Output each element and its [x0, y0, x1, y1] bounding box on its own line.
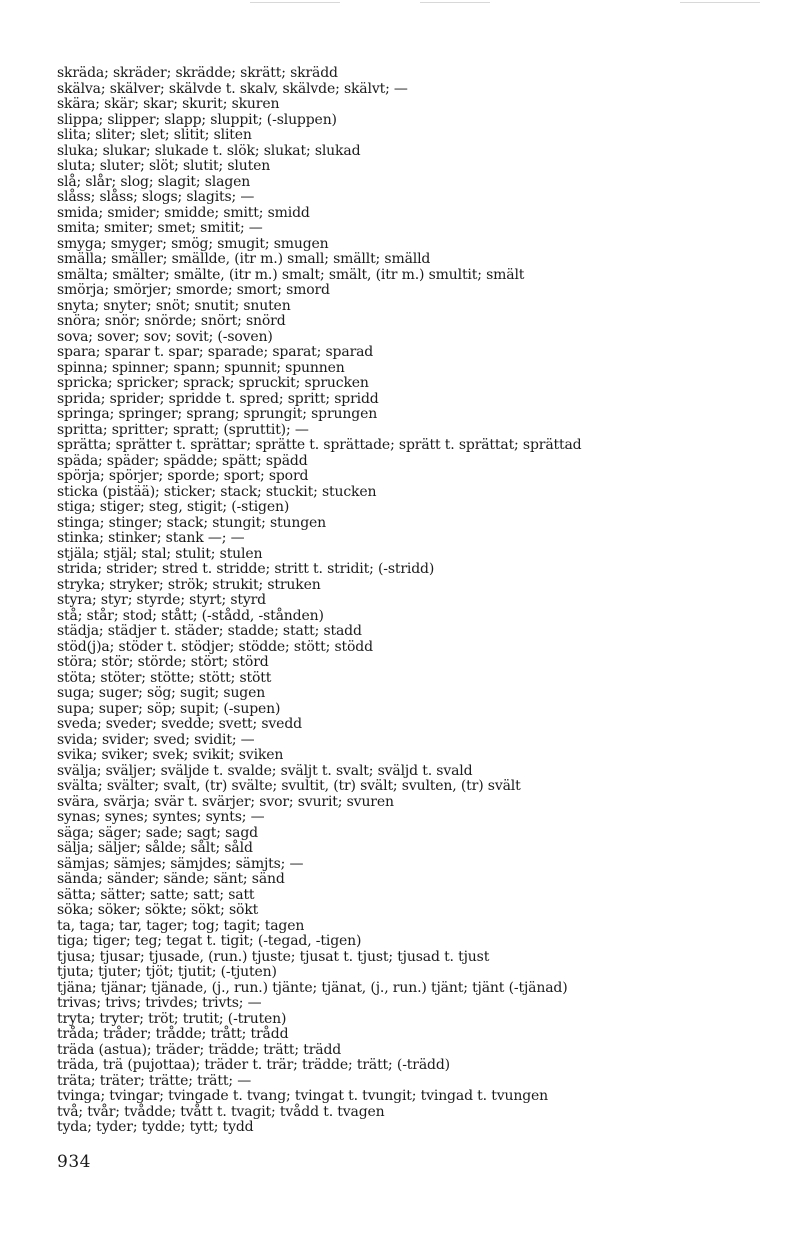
verb-entry-line: sluka; slukar; slukade t. slök; slukat; slukad [57, 142, 361, 159]
scan-edge-mark [420, 2, 490, 3]
verb-entry-line: två; tvår; tvådde; tvått t. tvagit; tvådd t. tvagen [57, 1103, 385, 1120]
verb-conjugation-list [57, 66, 757, 1136]
verb-entry-line: stöd(j)a; stöder t. stödjer; stödde; stött; stödd [57, 638, 373, 655]
verb-entry-line: smörja; smörjer; smorde; smort; smord [57, 282, 330, 298]
verb-entry-line: sprida; sprider; spridde t. spred; spritt; spridd [57, 390, 379, 407]
verb-entry-line: snöra; snör; snörde; snört; snörd [57, 313, 286, 329]
verb-entry-line: skära; skär; skar; skurit; skuren [57, 96, 280, 112]
verb-entry-line: sova; sover; sov; sovit; (-soven) [57, 328, 273, 345]
verb-entry-line: tryta; tryter; tröt; trutit; (-truten) [57, 1010, 287, 1027]
verb-entry-line: stiga; stiger; steg, stigit; (-stigen) [57, 499, 290, 515]
verb-entry-line: strida; strider; stred t. stridde; stritt t. stridit; (-stridd) [57, 561, 435, 577]
verb-entry-line: tråda; tråder; trådde; trått; trådd [57, 1026, 289, 1042]
scan-edge-mark [250, 2, 340, 3]
verb-entry-line: tjusa; tjusar; tjusade, (run.) tjuste; tjusat t. tjust; tjusad t. tjust [57, 948, 490, 965]
verb-entry-line: slå; slår; slog; slagit; slagen [57, 173, 251, 190]
verb-entry-line: sätta; sätter; satte; satt; satt [57, 886, 255, 903]
verb-entry-line: träta; träter; trätte; trätt; — [57, 1072, 252, 1089]
verb-entry-line: späda; späder; spädde; spätt; spädd [57, 452, 308, 469]
verb-entry-line: spara; sparar t. spar; sparade; sparat; sparad [57, 344, 374, 360]
verb-entry-line: tjuta; tjuter; tjöt; tjutit; (-tjuten) [57, 964, 277, 980]
verb-entry-line: svälja; sväljer; sväljde t. svalde; sväljt t. svalt; sväljd t. svald [57, 762, 473, 779]
verb-entry-line: svälta; svälter; svalt, (tr) svälte; svultit, (tr) svält; svulten, (tr) svält [57, 778, 521, 794]
verb-entry-line: stöta; stöter; stötte; stött; stött [57, 669, 272, 686]
page-number: 934 [57, 1152, 91, 1172]
verb-entry-line: smida; smider; smidde; smitt; smidd [57, 204, 310, 221]
verb-entry-line: säga; säger; sade; sagt; sagd [57, 824, 258, 841]
verb-entry-line: sända; sänder; sände; sänt; sänd [57, 871, 285, 887]
verb-entry-line: sälja; säljer; sålde; sålt; såld [57, 840, 253, 856]
scan-edge-mark [680, 2, 760, 3]
verb-entry-line: spinna; spinner; spann; spunnit; spunnen [57, 359, 345, 376]
verb-entry-line: supa; super; söp; supit; (-supen) [57, 700, 281, 717]
verb-entry-line: söka; söker; sökte; sökt; sökt [57, 902, 259, 918]
verb-entry-line: svära, svärja; svär t. svärjer; svor; svurit; svuren [57, 793, 394, 810]
verb-entry-line: svida; svider; sved; svidit; — [57, 731, 255, 748]
verb-entry-line: sveda; sveder; svedde; svett; svedd [57, 716, 302, 732]
verb-entry-line: träda, trä (pujottaa); träder t. trär; trädde; trätt; (-trädd) [57, 1057, 450, 1073]
verb-entry-line: sluta; sluter; slöt; slutit; sluten [57, 158, 271, 174]
verb-entry-line: smälla; smäller; smällde, (itr m.) small; smällt; smälld [57, 251, 431, 267]
verb-entry-line: suga; suger; sög; sugit; sugen [57, 685, 266, 701]
verb-entry-line: träda (astua); träder; trädde; trätt; trädd [57, 1041, 342, 1058]
verb-entry-line: synas; synes; syntes; synts; — [57, 809, 265, 825]
verb-entry-line: sämjas; sämjes; sämjdes; sämjts; — [57, 855, 304, 872]
verb-entry-line: sprätta; sprätter t. sprättar; sprätte t. sprättade; sprätt t. sprättat; sprättad [57, 437, 582, 453]
verb-entry-line: stinga; stinger; stack; stungit; stungen [57, 514, 327, 531]
verb-entry-line: skräda; skräder; skrädde; skrätt; skrädd [57, 65, 338, 81]
verb-entry-line: stryka; stryker; strök; strukit; struken [57, 576, 321, 593]
verb-entry-line: tvinga; tvingar; tvingade t. tvang; tvingat t. tvungit; tvingad t. tvungen [57, 1088, 549, 1104]
verb-entry-line: tyda; tyder; tydde; tytt; tydd [57, 1119, 254, 1135]
verb-entry-line: tjäna; tjänar; tjänade, (j., run.) tjänte; tjänat, (j., run.) tjänt; tjänt (-tjänad) [57, 979, 568, 996]
verb-entry-line: spörja; spörjer; sporde; sport; spord [57, 468, 309, 484]
verb-entry-line: svika; sviker; svek; svikit; sviken [57, 747, 284, 763]
verb-entry-line: störa; stör; störde; stört; störd [57, 654, 269, 670]
verb-entry-line: trivas; trivs; trivdes; trivts; — [57, 995, 262, 1011]
verb-entry-line: skälva; skälver; skälvde t. skalv, skälvde; skälvt; — [57, 80, 408, 97]
verb-entry-line: spritta; spritter; spratt; (spruttit); — [57, 421, 309, 438]
verb-entry-line: slåss; slåss; slogs; slagits; — [57, 189, 255, 205]
verb-entry-line: sticka (pistää); sticker; stack; stuckit; stucken [57, 483, 377, 500]
verb-entry-line: städja; städjer t. städer; stadde; statt; stadd [57, 623, 362, 639]
verb-entry-line: springa; springer; sprang; sprungit; sprungen [57, 406, 378, 422]
verb-entry-line: stå; står; stod; stått; (-stådd, -stånden) [57, 607, 324, 624]
verb-entry-line: tiga; tiger; teg; tegat t. tigit; (-tegad, -tigen) [57, 933, 362, 949]
verb-entry-line: smälta; smälter; smälte, (itr m.) smalt; smält, (itr m.) smultit; smält [57, 266, 525, 283]
verb-entry-line: smyga; smyger; smög; smugit; smugen [57, 235, 329, 252]
verb-entry-line: snyta; snyter; snöt; snutit; snuten [57, 297, 291, 314]
verb-entry-line: spricka; spricker; sprack; spruckit; sprucken [57, 375, 369, 391]
verb-entry-line: stjäla; stjäl; stal; stulit; stulen [57, 545, 263, 562]
verb-entry-line: slippa; slipper; slapp; sluppit; (-sluppen) [57, 111, 337, 128]
verb-entry-line: smita; smiter; smet; smitit; — [57, 220, 263, 236]
verb-entry-line: styra; styr; styrde; styrt; styrd [57, 592, 266, 608]
verb-entry-line: ta, taga; tar, tager; tog; tagit; tagen [57, 917, 305, 934]
verb-entry-line: slita; sliter; slet; slitit; sliten [57, 127, 252, 143]
verb-entry-line: stinka; stinker; stank —; — [57, 530, 245, 546]
